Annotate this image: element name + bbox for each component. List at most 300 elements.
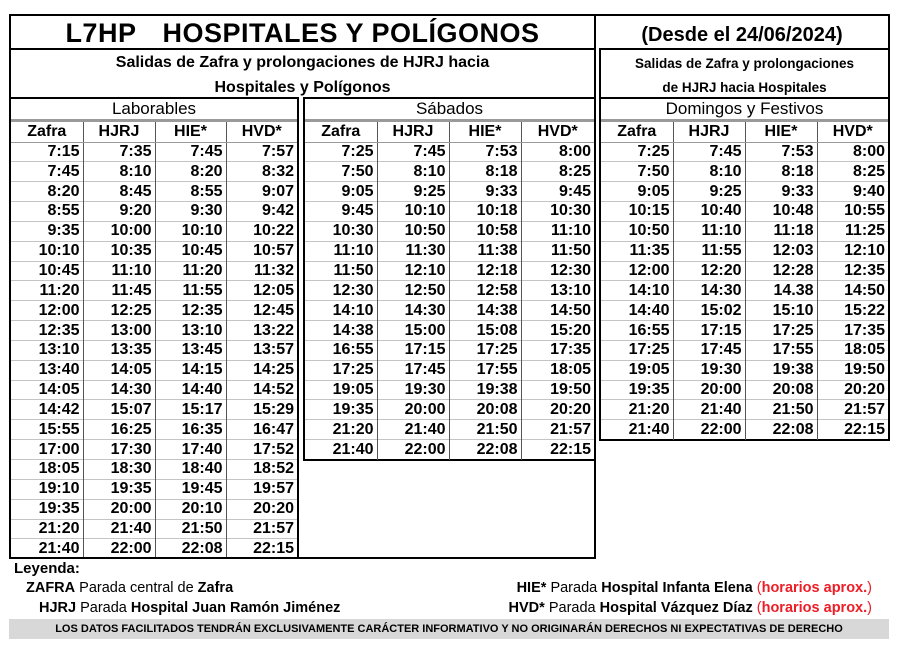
table-row [11,400,297,420]
cell-hvd: 16:47 [226,420,297,440]
cell-zafra: 19:35 [601,380,673,400]
cell-zafra: 14:10 [305,301,377,321]
legend-note: horarios aprox. [761,580,868,596]
cell-hvd: 22:15 [226,539,297,559]
table-row [11,440,297,460]
cell-hvd: 11:50 [521,241,594,261]
table-row [11,460,297,480]
cell-hie: 14:40 [155,380,226,400]
cell-hvd: 18:05 [521,360,594,380]
cell-zafra: 7:25 [601,142,673,162]
cell-hjrj: 8:10 [673,162,745,182]
cell-hvd: 9:07 [226,182,297,202]
cell-zafra: 12:35 [11,321,83,341]
domingos-table-box [599,97,890,441]
cell-hvd: 12:30 [521,261,594,281]
cell-hvd: 21:57 [817,400,888,420]
legend-bold: Hospital Vázquez Díaz [599,600,753,616]
cell-hvd: 11:25 [817,221,888,241]
cell-hie: 20:08 [449,400,521,420]
cell-hvd: 19:50 [521,380,594,400]
cell-hvd: 14:25 [226,360,297,380]
cell-hie: 11:55 [155,281,226,301]
cell-hvd: 10:22 [226,221,297,241]
cell-hie: 11:18 [745,221,817,241]
weekday-saturday-subtitle [9,48,596,99]
legend-code: HJRJ [39,600,77,616]
cell-hie: 16:35 [155,420,226,440]
col-hjrj: HJRJ [83,120,155,142]
cell-hvd: 20:20 [521,400,594,420]
subtitle-line-2: Hospitales y Polígonos [214,79,391,96]
cell-zafra: 12:30 [305,281,377,301]
cell-zafra: 17:25 [601,340,673,360]
cell-hjrj: 7:45 [377,142,449,162]
table-row [305,221,594,241]
table-row [11,281,297,301]
disclaimer-banner: LOS DATOS FACILITADOS TENDRÁN EXCLUSIVAMENTE CARÁCTER INFORMATIVO Y NO ORIGINARÁN DERECHOS NI EXPECTATIVAS DE DERECHO [9,619,889,639]
table-row [601,380,888,400]
cell-hie: 17:55 [449,360,521,380]
cell-zafra: 18:05 [11,460,83,480]
cell-hjrj: 19:30 [377,380,449,400]
cell-hvd: 9:45 [521,182,594,202]
cell-hie: 12:58 [449,281,521,301]
cell-hjrj: 17:30 [83,440,155,460]
cell-hjrj: 20:00 [377,400,449,420]
legend-bold: Hospital Infanta Elena [601,580,753,596]
cell-hjrj: 11:10 [673,221,745,241]
table-row [11,539,297,559]
cell-hie: 21:50 [745,400,817,420]
cell-hie: 8:20 [155,162,226,182]
cell-hjrj: 8:45 [83,182,155,202]
cell-hie: 12:28 [745,261,817,281]
laborables-table [11,99,297,559]
col-zafra: Zafra [11,120,83,142]
cell-hie: 10:45 [155,241,226,261]
col-hie: HIE* [745,120,817,142]
cell-hvd: 17:52 [226,440,297,460]
cell-hvd: 8:32 [226,162,297,182]
page-title [9,14,596,49]
cell-hie: 8:18 [449,162,521,182]
cell-zafra: 13:10 [11,340,83,360]
cell-hjrj: 10:50 [377,221,449,241]
cell-hjrj: 20:00 [673,380,745,400]
cell-zafra: 19:35 [305,400,377,420]
col-zafra: Zafra [601,120,673,142]
cell-hjrj: 10:10 [377,202,449,222]
cell-zafra: 12:00 [11,301,83,321]
cell-hvd: 14:50 [521,301,594,321]
table-row [601,340,888,360]
cell-hie: 9:30 [155,202,226,222]
cell-hvd: 15:29 [226,400,297,420]
legend-bold: Hospital Juan Ramón Jiménez [130,600,341,616]
cell-hvd: 11:10 [521,221,594,241]
table-row [11,221,297,241]
cell-hie: 7:45 [155,142,226,162]
col-hvd: HVD* [521,120,594,142]
cell-hjrj: 15:00 [377,321,449,341]
cell-hjrj: 12:10 [377,261,449,281]
cell-hvd: 8:25 [521,162,594,182]
cell-hjrj: 22:00 [83,539,155,559]
cell-hjrj: 9:25 [673,182,745,202]
cell-hie: 13:45 [155,340,226,360]
cell-hvd: 21:57 [521,420,594,440]
cell-hie: 11:38 [449,241,521,261]
legend-text: Parada [550,580,602,596]
table-row [11,321,297,341]
cell-hvd: 15:22 [817,301,888,321]
cell-hvd: 10:57 [226,241,297,261]
table-row [11,479,297,499]
cell-hvd: 10:30 [521,202,594,222]
cell-zafra: 17:00 [11,440,83,460]
table-row [305,340,594,360]
cell-hie: 15:17 [155,400,226,420]
legend [0,559,897,619]
table-row [11,519,297,539]
cell-hvd: 19:50 [817,360,888,380]
line-name: HOSPITALES Y POLÍGONOS [162,18,540,48]
cell-hie: 22:08 [155,539,226,559]
cell-hjrj: 10:35 [83,241,155,261]
cell-zafra: 8:55 [11,202,83,222]
cell-zafra: 11:20 [11,281,83,301]
col-hie: HIE* [155,120,226,142]
cell-hvd: 9:40 [817,182,888,202]
cell-zafra: 7:50 [305,162,377,182]
cell-hjrj: 7:45 [673,142,745,162]
table-row [601,360,888,380]
cell-hie: 19:38 [745,360,817,380]
cell-zafra: 21:20 [11,519,83,539]
table-row [305,380,594,400]
cell-hvd: 17:35 [817,321,888,341]
cell-zafra: 19:35 [11,499,83,519]
cell-hvd: 14:50 [817,281,888,301]
table-row [601,202,888,222]
table-row [305,400,594,420]
table-row [11,499,297,519]
col-hvd: HVD* [817,120,888,142]
col-hjrj: HJRJ [377,120,449,142]
table-row [601,400,888,420]
cell-hjrj: 11:55 [673,241,745,261]
table-row [601,162,888,182]
cell-hie: 22:08 [449,440,521,460]
cell-zafra: 19:05 [305,380,377,400]
cell-hvd: 8:00 [817,142,888,162]
cell-zafra: 21:20 [601,400,673,420]
cell-hjrj: 14:30 [673,281,745,301]
cell-zafra: 11:50 [305,261,377,281]
cell-hie: 14.38 [745,281,817,301]
cell-hjrj: 11:30 [377,241,449,261]
legend-item-zafra [26,580,233,596]
cell-hvd: 22:15 [521,440,594,460]
cell-zafra: 10:30 [305,221,377,241]
cell-zafra: 7:50 [601,162,673,182]
cell-hie: 10:48 [745,202,817,222]
cell-hjrj: 8:10 [83,162,155,182]
subtitle-line-2: de HJRJ hacia Hospitales [662,80,827,95]
cell-zafra: 21:40 [305,440,377,460]
left-block-right-border [594,97,596,559]
cell-hvd: 8:00 [521,142,594,162]
cell-hie: 21:50 [449,420,521,440]
table-row [11,420,297,440]
cell-hie: 17:25 [745,321,817,341]
cell-zafra: 21:40 [11,539,83,559]
cell-hjrj: 18:30 [83,460,155,480]
cell-zafra: 12:00 [601,261,673,281]
cell-zafra: 10:15 [601,202,673,222]
cell-hjrj: 17:45 [673,340,745,360]
table-row [601,301,888,321]
legend-bold: Zafra [197,580,234,596]
cell-zafra: 14:42 [11,400,83,420]
cell-hie: 20:08 [745,380,817,400]
cell-zafra: 16:55 [601,321,673,341]
cell-hjrj: 12:20 [673,261,745,281]
cell-hvd: 13:22 [226,321,297,341]
cell-hjrj: 13:35 [83,340,155,360]
cell-zafra: 19:10 [11,479,83,499]
legend-text: Parada central de [79,580,198,596]
sabados-title: Sábados [305,99,594,120]
col-hjrj: HJRJ [673,120,745,142]
col-hvd: HVD* [226,120,297,142]
sabados-table [305,99,594,460]
cell-hie: 11:20 [155,261,226,281]
cell-zafra: 7:45 [11,162,83,182]
table-row [305,420,594,440]
cell-zafra: 19:05 [601,360,673,380]
cell-hvd: 11:32 [226,261,297,281]
cell-hvd: 13:57 [226,340,297,360]
cell-zafra: 10:10 [11,241,83,261]
cell-hie: 17:40 [155,440,226,460]
cell-hie: 18:40 [155,460,226,480]
table-row [305,281,594,301]
table-row [305,301,594,321]
cell-hie: 10:58 [449,221,521,241]
table-row [11,202,297,222]
cell-hjrj: 19:30 [673,360,745,380]
domingos-table [601,99,888,440]
cell-hjrj: 16:25 [83,420,155,440]
cell-hjrj: 14:30 [377,301,449,321]
cell-hie: 17:55 [745,340,817,360]
cell-hvd: 12:10 [817,241,888,261]
laborables-title: Laborables [11,99,297,120]
cell-hie: 7:53 [745,142,817,162]
cell-hie: 8:18 [745,162,817,182]
table-row [305,162,594,182]
subtitle-line-1: Salidas de Zafra y prolongaciones [634,56,855,71]
cell-hie: 15:08 [449,321,521,341]
cell-hjrj: 21:40 [377,420,449,440]
cell-hvd: 13:10 [521,281,594,301]
cell-zafra: 11:35 [601,241,673,261]
legend-item-hvd: HVD* Parada Hospital Vázquez Díaz (horarios aprox.) [508,600,872,616]
cell-hjrj: 8:10 [377,162,449,182]
table-row [11,142,297,162]
table-row [11,162,297,182]
cell-hie: 8:55 [155,182,226,202]
cell-hie: 19:45 [155,479,226,499]
cell-zafra: 14:10 [601,281,673,301]
cell-hjrj: 7:35 [83,142,155,162]
cell-hie: 10:18 [449,202,521,222]
table-row [601,261,888,281]
cell-hie: 14:38 [449,301,521,321]
cell-hjrj: 14:30 [83,380,155,400]
cell-zafra: 15:55 [11,420,83,440]
valid-from-date: (Desde el 24/06/2024) [596,14,890,49]
cell-hjrj: 21:40 [673,400,745,420]
cell-zafra: 14:40 [601,301,673,321]
cell-hie: 7:53 [449,142,521,162]
cell-hjrj: 22:00 [673,420,745,440]
cell-hvd: 20:20 [817,380,888,400]
cell-hjrj: 15:02 [673,301,745,321]
cell-hvd: 17:35 [521,340,594,360]
legend-note: horarios aprox. [761,600,868,616]
cell-hjrj: 22:00 [377,440,449,460]
cell-hjrj: 10:40 [673,202,745,222]
cell-zafra: 13:40 [11,360,83,380]
cell-hvd: 15:20 [521,321,594,341]
cell-hvd: 20:20 [226,499,297,519]
cell-hie: 15:10 [745,301,817,321]
cell-hvd: 10:55 [817,202,888,222]
cell-hjrj: 13:00 [83,321,155,341]
cell-hie: 12:18 [449,261,521,281]
legend-item-hie: HIE* Parada Hospital Infanta Elena (horarios aprox.) [516,580,872,596]
cell-hvd: 12:05 [226,281,297,301]
cell-hjrj: 10:00 [83,221,155,241]
cell-hie: 12:03 [745,241,817,261]
cell-hjrj: 21:40 [83,519,155,539]
legend-item-hjrj [39,600,340,616]
table-row [305,321,594,341]
cell-hvd: 9:42 [226,202,297,222]
table-row [11,261,297,281]
sabados-table-box [303,97,596,461]
legend-title: Leyenda: [14,560,80,577]
cell-hjrj: 17:45 [377,360,449,380]
cell-hie: 14:15 [155,360,226,380]
legend-code: ZAFRA [26,580,76,596]
cell-hie: 9:33 [449,182,521,202]
cell-hvd: 18:05 [817,340,888,360]
cell-hvd: 21:57 [226,519,297,539]
cell-zafra: 11:10 [305,241,377,261]
cell-zafra: 21:20 [305,420,377,440]
table-row [305,142,594,162]
cell-hjrj: 15:07 [83,400,155,420]
cell-zafra: 7:15 [11,142,83,162]
cell-hie: 22:08 [745,420,817,440]
table-row [601,241,888,261]
cell-hjrj: 9:20 [83,202,155,222]
cell-hvd: 7:57 [226,142,297,162]
table-row [305,182,594,202]
table-row [11,380,297,400]
cell-zafra: 9:35 [11,221,83,241]
cell-hvd: 8:25 [817,162,888,182]
table-row [11,301,297,321]
cell-hie: 9:33 [745,182,817,202]
cell-hjrj: 9:25 [377,182,449,202]
table-row [601,221,888,241]
cell-zafra: 17:25 [305,360,377,380]
table-row [11,360,297,380]
cell-hjrj: 19:35 [83,479,155,499]
cell-hjrj: 17:15 [673,321,745,341]
table-row [305,360,594,380]
table-row [601,142,888,162]
laborables-table-box [9,97,299,559]
cell-hjrj: 20:00 [83,499,155,519]
table-row [601,281,888,301]
legend-text: Parada [548,600,600,616]
table-row [305,440,594,460]
table-row [305,202,594,222]
cell-zafra: 21:40 [601,420,673,440]
table-row [601,420,888,440]
cell-hie: 13:10 [155,321,226,341]
cell-hie: 10:10 [155,221,226,241]
legend-code: HIE* [516,580,547,596]
col-hie: HIE* [449,120,521,142]
table-row [601,321,888,341]
cell-zafra: 10:45 [11,261,83,281]
table-row [305,261,594,281]
cell-hvd: 14:52 [226,380,297,400]
cell-zafra: 10:50 [601,221,673,241]
table-row [305,241,594,261]
table-row [11,182,297,202]
cell-hie: 17:25 [449,340,521,360]
cell-hjrj: 17:15 [377,340,449,360]
cell-hvd: 18:52 [226,460,297,480]
cell-hvd: 12:35 [817,261,888,281]
cell-hie: 20:10 [155,499,226,519]
cell-hjrj: 11:45 [83,281,155,301]
cell-hjrj: 14:05 [83,360,155,380]
cell-zafra: 9:45 [305,202,377,222]
subtitle-line-1: Salidas de Zafra y prolongaciones de HJRJ hacia [115,54,490,71]
cell-hjrj: 12:50 [377,281,449,301]
cell-hjrj: 11:10 [83,261,155,281]
cell-hvd: 19:57 [226,479,297,499]
sunday-subtitle [599,48,890,99]
domingos-title: Domingos y Festivos [601,99,888,120]
cell-zafra: 14:05 [11,380,83,400]
cell-hie: 19:38 [449,380,521,400]
legend-code: HVD* [508,600,545,616]
table-row [11,340,297,360]
cell-hie: 12:35 [155,301,226,321]
cell-hjrj: 12:25 [83,301,155,321]
legend-text: Parada [80,600,131,616]
